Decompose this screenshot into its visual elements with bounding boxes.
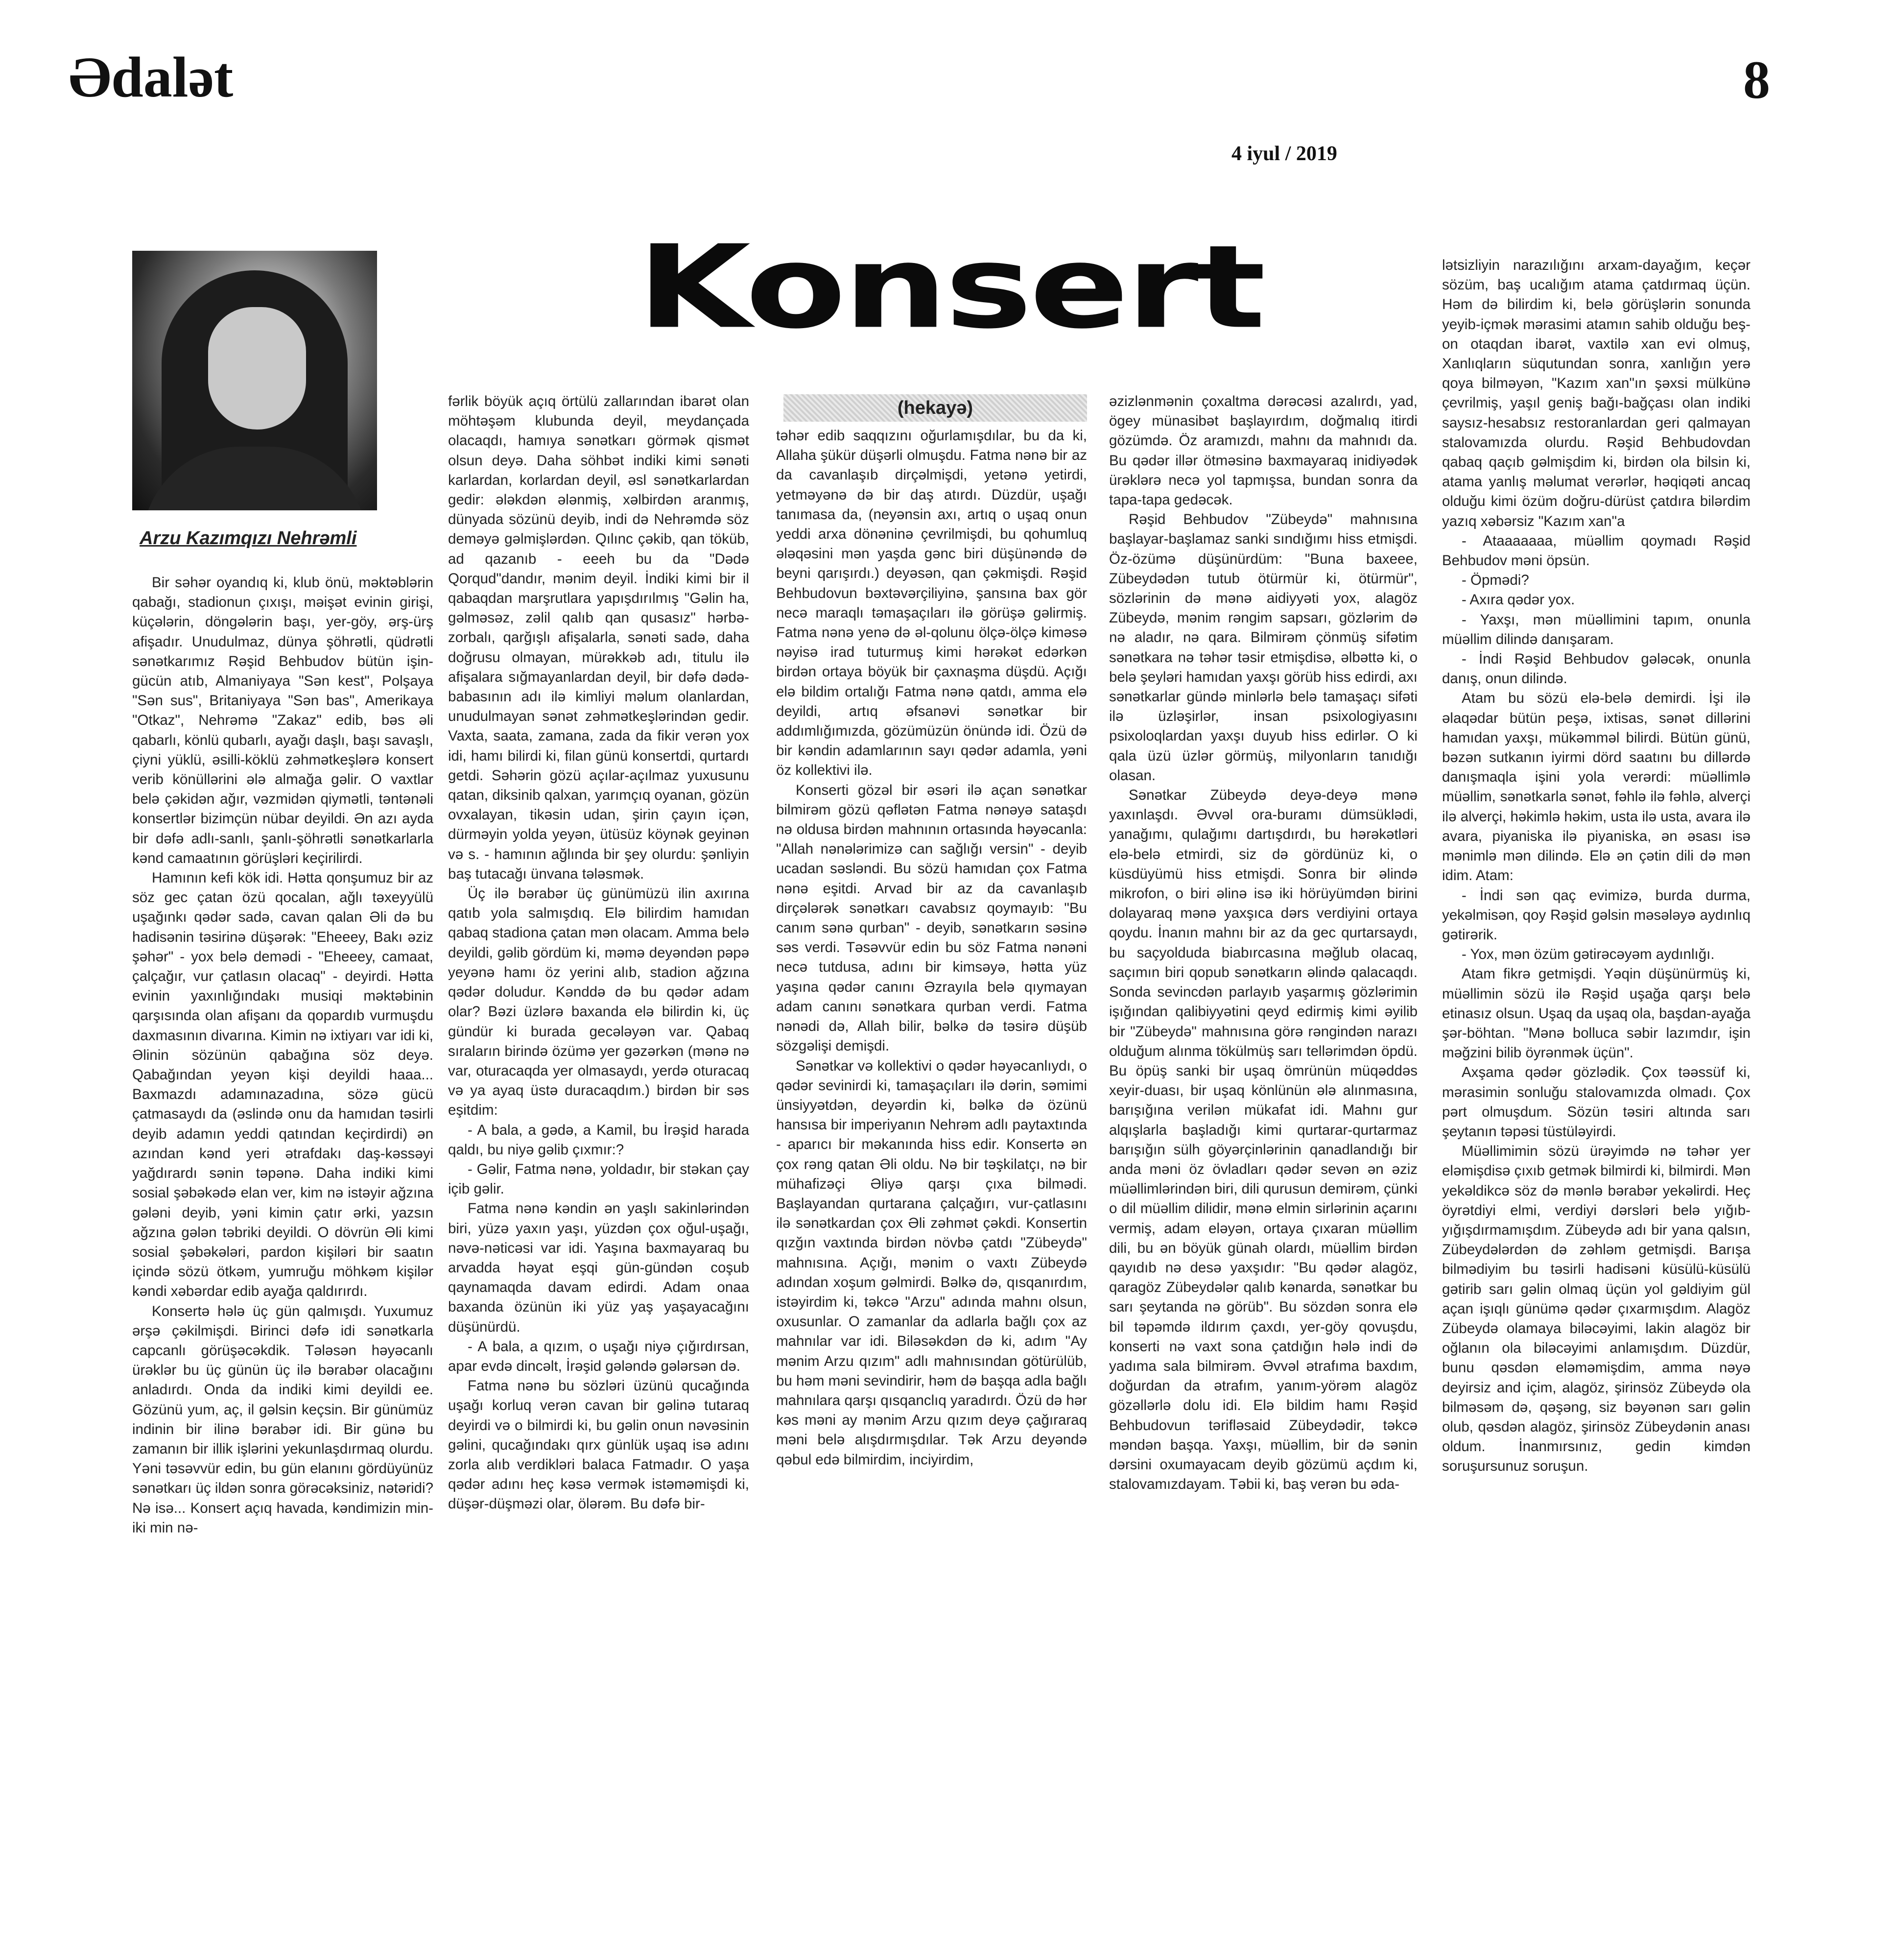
article-paragraph: Müəllimimin sözü ürəyimdə nə təhər yer eləmişdisə çıxıb getmək bilmirdi ki, bilmirdi. Mən yekəldikcə söz də mənlə bərabər yekəlirdi. Heç öyrətdiyi elmi, verdiyi dərsləri belə yığıb-yığışdırmamışdım. Zübeydə adı bir yana qalsın, Zübeydələrdən də zəhləm getmişdi. Barışa bilmədiyim bu təsirli hadisəni küsülü-küsülü gətirib sarı gəlin olmaq üçün yol gəldiyim gül açan işıqlı günümə qədər çıxarmışdım. Alagöz Zübeydə olamaya biləcəyimi, lakin alagöz bir oğlanın ola biləcəyimi anlamışdım. Düzdür, bunu qəsdən eləməmişdim, amma nəyə deyirsiz and içim, alagöz, şirinsöz Zübeydə ola bilməsəm də, qəşəng, siz bəyənən sarı gəlin olub, qəsdən alagöz, şirinsöz Zübeydənin anası oldum. İnanmırsınız, gedin kimdən soruşursunuz soruşun. [1442, 1143, 1751, 1475]
article-paragraph: Hamının kefi kök idi. Hətta qonşumuz bir az söz gec çatan özü qocalan, ağlı təxeyyülü uşağınkı qədər sadə, cavan qalan Əli də bu hadisənin təsirinə düşərək: "Eheeey, Bakı əziz şəhər" - yox belə demədi - "Eheeey, camaat, çalçağır, vur çatlasın olacaq" - deyirdi. Hətta evinin yaxınlığındakı musiqi məktəbinin qarşısında olan afişanı da qopardıb vurmuşdu daxmasının divarına. Kimin nə ixtiyarı var idi ki, Əlinin sözünün qabağına söz deyə. Qabağından yeyən kişi deyildi haaa... Baxmazdı adamınazadına, sözə gücü çatmasaydı da (əslində onu da hamıdan təsirli deyib adamın yeddi qatından keçirdirdi) ən azından kənd yeri ətrafdakı daş-kəssəyi yağdırardı sənin təpənə. Daha indiki kimi sosial şəbəkədə elan ver, kim nə istəyir ağzına gələni deyib, yəni kimin çatır ərki, yazsın ağzına gələn təbriki deyildi. O dövrün Əli kimi sosial şəbəkələri, pardon kişiləri bir saatın içində sözü ötkəm, yumruğu möhkəm kişilər kəndi xəbərdar edib ayağa qaldırırdı. [132, 870, 433, 1300]
page-number: 8 [1743, 50, 1770, 110]
article-paragraph: - İndi sən qaç evimizə, burda durma, yekəlmisən, qoy Rəşid gəlsin məsələyə aydınlıq gətirərik. [1442, 887, 1751, 943]
article-paragraph: Sənətkar Zübeydə deyə-deyə mənə yaxınlaşdı. Əvvəl ora-buramı dümsüklədi, yanağımı, qulağımı dartışdırdı, bu hərəkətləri elə-belə etmirdi, siz də gördünüz ki, o küsdüyümü hiss etmişdi. Sonra bir əlində mikrofon, o biri əlinə isə iki hörüyümdən birini dolayaraq mənə yaxşıca dərs verdiyini ortaya qoydu. İnanın mahnı bir az da gec qurtarsaydı, bu saçyolduda biabırcasına məğlub olacaq, saçımın biri qopub sənətkarın əlində qalacaqdı. Sonda sevincdən parlayıb yaşarmış gözlərimin işığından qalibiyyətini qeyd edirmiş kimi əyilib bir "Zübeydə" mahnısına görə rəngindən narazı olduğum alınma tökülmüş sarı tellərimdən öpdü. Bu öpüş sanki bir uşaq ömrünün müqəddəs xeyir-duası, bir uşaq könlünün ələ alınmasına, barışığına verilən mükafat idi. Mahnı gur alqışlarla başladığı kimi qurtarar-qurtarmaz barışığın sülh göyərçinlərinin qanadlandığı bir anda məni öz övladları qədər sevən ən əziz müəllimlərindən biri, dili qurusun demirəm, çünki o dil müəllim dilidir, mənə elmin sirlərinin açarını vermiş, adam eləyən, ortaya çıxaran müəllim dili, bu ən böyük günah olardı, müəllim birdən qayıdıb nə desə yaxşıdır: "Bu qədər alagöz, qaragöz Zübeydələr qalıb kənarda, sənətkar bu sarı şeytanda nə görüb". Bu sözdən sonra elə bil təpəmdə ildırım çaxdı, yer-göy qovuşdu, konserti nə vaxt sona çatdığın hələ indi də yadıma sala bilmirəm. Əvvəl ətrafıma baxdım, doğurdan da ətrafım, yanım-yörəm alagöz gözəllərlə dolu idi. Elə bildim hamı Rəşid Behbudovun tərifləsaid Zübeydədir, təkcə məndən başqa. Yaxşı, müəllim, bir də sənin dərsini oxumayacam deyib gözümü açdım ki, stalovamızdayam. Təbii ki, baş verən bu əda- [1109, 787, 1418, 1493]
article-paragraph: Atam bu sözü elə-belə demirdi. İşi ilə əlaqədar bütün peşə, ixtisas, sənət dillərini hamıdan yaxşı, mükəmməl bilirdi. Bütün günü, bəzən sutkanın iyirmi dörd saatını bu dillərdə danışmaqla işini yola verərdi: müəllimlə müəllim, sənətkarla sənət, fəhlə ilə fəhlə, alverçi ilə alverçi, həkimlə həkim, usta ilə usta, avara ilə avara, piyaniska ilə piyaniska, ən əsası isə mənimlə mən dilində. Elə ən çətin dili də mən idim. Atam: [1442, 690, 1751, 884]
article-paragraph: fərlik böyük açıq örtülü zallarından ibarət olan möhtəşəm klubunda deyil, meydançada olacaqdı, hamıya sənətkarı görmək qismət olsun deyə. Daha söhbət indiki kimi sənəti karlardan, korlardan deyil, əsl sənətkarlardan gedir: ələkdən ələnmiş, xəlbirdən aranmış, dünyada sözünü deyib, indi də Nehrəmdə söz deməyə gəlmişlərdən. Qılınc çəkib, qan töküb, ad qazanıb - eeeh bu da "Dədə Qorqud"dandır, mənim deyil. İndiki kimi bir il qabaqdan marşrutlara yapışdırılmış "Gəlin ha, gəlməsəz, zəlil qalıb qan qusasız" hərbə-zorbalı, qarğışlı afişalarla, sənəti sadə, daha doğrusu olmayan, mürəkkəb adı, titulu ilə afişalara sığmayanlardan deyil, bir dəfə dədə-babasının adı ilə kimliyi məlum olanlardan, unudulmayan sənət zəhmətkeşlərindən gedir. Vaxta, saata, zamana, zada da fikir verən yox idi, hamı bilirdi ki, filan günü konsertdi, qurtardı getdi. Səhərin gözü açılar-açılmaz yuxusunu qatan, diksinib qalxan, yarımçıq oyanan, gözün ovxalayan, tikəsin udan, şirin çayın içən, dürməyin yolda yeyən, ütüsüz köynək geyinən və s. - hamının ağlında bir şey olurdu: şənliyin baş tutacağı ünvana tələsmək. [448, 393, 749, 882]
article-column-3 [776, 426, 1087, 1470]
article-paragraph: - Öpmədi? [1462, 572, 1529, 589]
newspaper-masthead: Ədalət [69, 45, 234, 109]
article-genre-label: (hekayə) [783, 394, 1087, 422]
issue-date: 4 iyul / 2019 [1231, 143, 1337, 165]
author-photo [132, 251, 377, 510]
article-paragraph: - Ataaaaaaa, müəllim qoymadı Rəşid Behbudov məni öpsün. [1442, 532, 1751, 569]
author-byline: Arzu Kazımqızı Nehrəmli [140, 528, 357, 549]
article-paragraph: Üç ilə bərabər üç günümüzü ilin axırına qatıb yola salmışdıq. Elə bilirdim hamıdan qabaq stadiona çatan mən olacam. Amma belə deyildi, gəlib gördüm ki, məmə deyəndən pəpə yeyənə hamı öz yerini alıb, stadion ağzına qədər doludur. Kənddə də bu qədər adam olar? Bəzi üzlərə baxanda elə bilirdin ki, üç gündür ki burada gecələyən var. Qabaq sıraların birində özümə yer gəzərkən (mənə nə var, oturacaqda yer olmasaydı, yerdə oturacaq və ya ayaq üstə duracaqdım.) birdən bir səs eşitdim: [448, 885, 749, 1119]
article-paragraph: Rəşid Behbudov "Zübeydə" mahnısına başlayar-başlamaz sanki sındığımı hiss etmişdi. Öz-özümə düşünürdüm: "Buna baxeee, Zübeydədən tutub ötürmür ki, ötürmür", sözlərinin də mənə aidiyyəti yox, alagöz Zübeydə, mənim rəngim sapsarı, gözlərim də nə aladır, nə qara. Bilmirəm çönmüş sifətim sənətkara nə təhər təsir etmişdisə, əlbəttə ki, o belə şeyləri hamıdan yaxşı görüb hiss edirdi, axı sənətkarlar gündə minlərlə belə tamaşaçı sifəti ilə üzləşirlər, insan psixologiyasını psixoloqlardan yaxşı duyub hiss edirlər. O ki qala üzü üzlər görmüş, milyonların tanıdığı olasan. [1109, 511, 1418, 784]
article-column-2 [448, 392, 749, 1514]
article-paragraph: - Yaxşı, mən müəllimini tapım, onunla müəllim dilində danışaram. [1442, 611, 1751, 647]
article-column-1 [132, 573, 433, 1538]
article-paragraph: Axşama qədər gözlədik. Çox təəssüf ki, mərasimin sonluğu stalovamızda olmadı. Çox pərt olmuşdum. Sözün təsiri altında sarı şeytanın təpəsi tüstüləyirdi. [1442, 1064, 1751, 1140]
article-paragraph: - A bala, a gədə, a Kamil, bu İrəşid harada qaldı, bu niyə gəlib çıxmır:? [448, 1122, 749, 1158]
article-paragraph: - Gəlir, Fatma nənə, yoldadır, bir stəkan çay içib gəlir. [448, 1161, 749, 1197]
article-paragraph: təhər edib saqqızını oğurlamışdılar, bu da ki, Allaha şükür düşərli olmuşdu. Fatma nənə bir az da cavanlaşıb dirçəlmişdi, yetənə yetirdi, yetməyənə də bir daş atırdı. Düzdür, uşağı tanımasa da, (neyənsin axı, artıq o uşaq onun yeddi arxa dönəninə çevrilmişdi, bu qohumluq ələqəsini mən yaşda gənc biri düşünəndə də beyni qarışırdı.) deyəsən, qan çəkmişdi. Rəşid Behbudovun bəxtəvərçiliyinə, şansına bax gör necə maraqlı təmaşaçıları ilə görüşə gəlirmiş. Fatma nənə yenə də əl-qolunu ölçə-ölçə kiməsə nəyisə irad tuturmuş kimi hərəkət edərkən birdən ortaya böyük bir çaxnaşma düşdü. Açığı elə bildim ortalığı Fatma nənə qatdı, amma elə deyildi, artıq əfsanəvi sənətkar bir addımlığımızda, gözümüzün önündə idi. Özü də bir kəndin adamlarının sayı qədər adamla, yəni öz kollektivi ilə. [776, 428, 1087, 779]
article-paragraph: Konserti gözəl bir əsəri ilə açan sənətkar bilmirəm gözü qəflətən Fatma nənəyə sataşdı nə oldusa birdən mahnının ortasında həyəcanla: "Allah nənələrimizə can sağlığı versin" - deyib ucadan səsləndi. Bu sözü hamıdan çox Fatma nənə eşitdi. Arvad bir az da cavanlaşıb dirçələrək sənətkarı cavabsız qoymayıb: "Bu canım sənə qurban" - deyib, sənətkarın səsinə səs verdi. Təsəvvür edin bu söz Fatma nənəni necə tutdusa, adını bir kimsəyə, hətta yüz yaşına qədər canını Əzrayıla belə qıymayan adam canını sənətkara qurban verdi. Fatma nənədi də, Allah bilir, bəlkə də təsirə düşüb sözgəlişi demişdi. [776, 782, 1087, 1054]
article-paragraph: - Axıra qədər yox. [1462, 592, 1575, 608]
article-paragraph: - İndi Rəşid Behbudov gələcək, onunla danış, onun dilində. [1442, 651, 1751, 687]
article-paragraph: əzizlənmənin çoxaltma dərəcəsi azalırdı, yad, ögey münasibət başlayırdım, doğmalıq itirdi gözümdə. Öz aramızdı, mahnı da mahnıdı da. Bu qədər illər ötməsinə baxmayaraq inidiyədək ürəklərə necə yol tapmışsa, bundan sonra da tapa-tapa gedəcək. [1109, 393, 1418, 508]
article-paragraph: - Yox, mən özüm gətirəcəyəm aydınlığı. [1462, 946, 1715, 963]
article-headline: Konsert [637, 220, 1263, 354]
article-paragraph: Konsertə hələ üç gün qalmışdı. Yuxumuz ərşə çəkilmişdi. Birinci dəfə idi sənətkarla capcanlı görüşəcəkdik. Tələsən həyəcanlı ürəklər bu üç günün üç ilə bərabər olacağını anladırdı. Onda da indiki kimi deyildi ee. Gözünü yum, aç, il gəlsin keçsin. Bir günümüz indinin bir ilinə bərabər idi. Bir günə bu zamanın bir illik işlərini yekunlaşdırmaq olurdu. Yəni təsəvvür edin, bu gün elanını gördüyünüz sənətkarı üç ildən sonra görəcəksiniz, nətəridi? Nə isə... Konsert açıq havada, kəndimizin min-iki min nə- [132, 1303, 433, 1536]
article-paragraph: Fatma nənə bu sözləri üzünü qucağında uşağı korluq verən cavan bir gəlinə tutaraq deyirdi və o bilmirdi ki, bu gəlin onun nəvəsinin gəlini, qucağındakı qırx günlük uşaq isə adını zorla alıb verdikləri balaca Fatmadır. O yaşa qədər adını heç kəsə vermək istəməmişdi ki, düşər-düşməzi olar, ölərəm. Bu dəfə bir- [448, 1378, 749, 1512]
article-paragraph: Fatma nənə kəndin ən yaşlı sakinlərindən biri, yüzə yaxın yaşı, yüzdən çox oğul-uşağı, nəvə-nəticəsi var idi. Yaşına baxmayaraq bu arvadda həyat eşqi gün-gündən coşub qaynamaqda davam edirdi. Adam onaa baxanda özünün iki yüz yaş yaşayacağını düşünürdü. [448, 1200, 749, 1335]
article-column-4 [1109, 392, 1418, 1494]
article-paragraph: Sənətkar və kollektivi o qədər həyəcanlıydı, o qədər sevinirdi ki, tamaşaçıları ilə dərin, səmimi ünsiyyətdən, deyərdin ki, bəlkə də özünü hansısa bir imperiyanın Nehrəm adlı paytaxtında - aparıcı bir məkanında hiss edir. Konsertə ən çox rəng qatan Əli oldu. Nə bir təşkilatçı, nə bir mühafizəçi Əliyə qarşı çıxa bilmədi. Başlayandan qurtarana çalçağırı, vur-çatlasını ilə sənətkardan çox Əli zəhmət çəkdi. Konsertin qızğın vaxtında birdən növbə çatdı "Zübeydə" mahnısına. Açığı, mənim o vaxtı Zübeydə adından xoşum gəlmirdi. Bəlkə də, qısqanırdım, istəyirdim ki, təkcə "Arzu" adında mahnı olsun, oxusunlar. O zamanlar da adlarla bağlı çox az mahnılar var idi. Biləsəkdən də ki, adım "Ay mənim Arzu qızım" adlı mahnısından götürülüb, bu həm məni sevindirir, həm də başqa adla bağlı mahnılara qarşı qısqanclıq yaradırdı. Özü də hər kəs məni ay mənim Arzu qızım deyə çağıraraq məni belə alışdırmışdılar. Tək Arzu deyəndə qəbul edə bilmirdim, inciyirdim, [776, 1057, 1087, 1468]
article-column-5 [1442, 256, 1751, 1477]
article-paragraph: Bir səhər oyandıq ki, klub önü, məktəblərin qabağı, stadionun çıxışı, məişət evinin girişi, küçələrin, döngələrin başı, yer-göy, ərş-ürş afişadır. Unudulmaz, dünya şöhrətli, qüdrətli sənətkarımız Rəşid Behbudov bütün işin-gücün atıb, Almaniyaya "Sən kest", Polşaya "Sən sus", Britaniyaya "Sən bas", Amerikaya "Otkaz", Nehrəmə "Zakaz" edib, bəs əli qabarlı, könlü qubarlı, ayağı daşlı, başı savaşlı, çiyni yüklü, əsilli-köklü zəhmətkeşlərə konsert verib könüllərini ələ almağa gəlir. O vaxtlar belə çəkidən ağır, vəzmidən qiymətli, təntənəli konsertlər bizimçün nübar deyildi. Ən azı ayda bir dəfə adlı-sanlı, şanlı-şöhrətli sənətkarlarla kənd camaatının görüşləri keçirilirdi. [132, 574, 433, 866]
article-paragraph: Atam fikrə getmişdi. Yəqin düşünürmüş ki, müəllimin sözü ilə Rəşid uşağa qarşı belə etinasız olsun. Uşaq da uşaq ola, başdan-ayağa şər-böhtan. "Mənə bolluca səbir lazımdır, işin məğzini bilib öyrənmək üçün". [1442, 966, 1751, 1061]
article-paragraph: lətsizliyin narazılığını arxam-dayağım, keçər sözüm, baş ucalığım atama çatdırmaq üçün. Həm də bilirdim ki, belə görüşlərin sonunda yeyib-içmək mərasimi atamın sahib olduğu beş-on otaqdan ibarət, vaxtilə xan evi olmuş, Xanlıqların süqutundan sonra, xanlığın yerə qoya bilməyən, "Kazım xan"ın şəxsi mülkünə çevrilmiş, yaşıl geniş bağı-bağçası olan indiki saysız-hesabsız restoranlardan geri qalmayan stalovamızda olurdu. Rəşid Behbudovdan qabaq qaçıb gəlmişdim ki, birdən ola bilsin ki, atama yanlış məlumat verərlər, həqiqəti ancaq olduğu kimi özüm doğru-dürüst çatdıra bilərdim yazıq xəbərsiz "Kazım xan"a [1442, 257, 1751, 529]
article-paragraph: - A bala, a qızım, o uşağı niyə çığırdırsan, apar evdə dincəlt, İrəşid gələndə gələrsən də. [448, 1338, 749, 1374]
